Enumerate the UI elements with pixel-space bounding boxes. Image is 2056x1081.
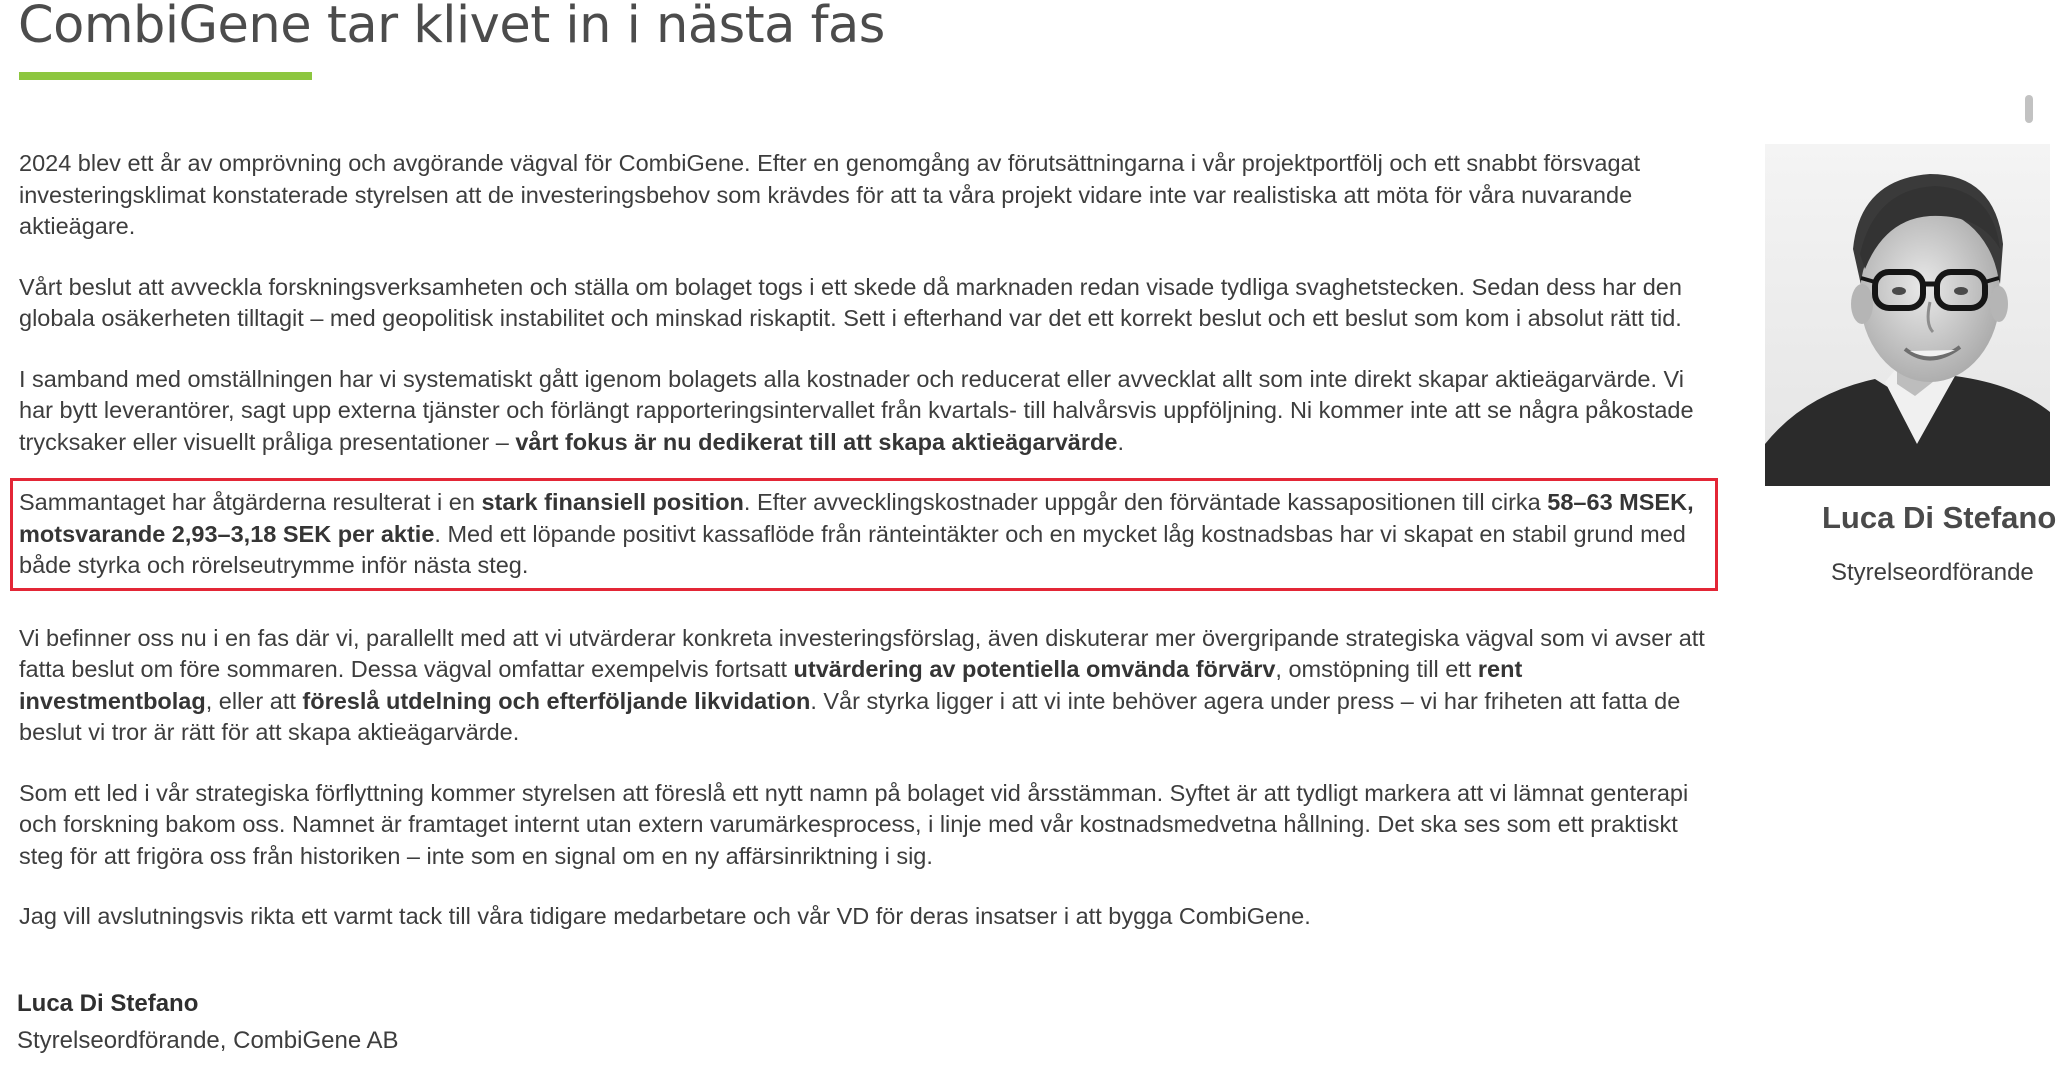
scrollbar[interactable] <box>2023 0 2035 1081</box>
signature-name: Luca Di Stefano <box>17 990 199 1017</box>
emphasis: rent investmentbolag <box>19 656 1523 714</box>
signature-role: Styrelseordförande, CombiGene AB <box>17 1027 399 1054</box>
page-title: CombiGene tar klivet in i nästa fas <box>18 0 885 55</box>
scrollbar-thumb[interactable] <box>2025 95 2033 123</box>
article-body <box>19 148 1709 962</box>
portrait-photo-icon <box>1765 144 2050 486</box>
profile-role: Styrelseordförande <box>1831 559 2034 586</box>
profile-card <box>1765 144 2056 604</box>
emphasis: utvärdering av potentiella omvända förvärv <box>793 656 1276 682</box>
paragraph-1: 2024 blev ett år av omprövning och avgörande vägval för CombiGene. Efter en genomgång av förutsättningarna i vår projektportfölj och ett snabbt försvagat investeringsklimat konstaterade styrelsen att de investeringsbehov som krävdes för att ta våra projekt vidare inte var realistiska att möta för våra nuvarande aktieägare. <box>19 150 1641 239</box>
emphasis: föreslå utdelning och efterföljande likvidation <box>302 687 811 714</box>
profile-name: Luca Di Stefano <box>1822 500 2056 535</box>
paragraph-2: Vårt beslut att avveckla forskningsverksamheten och ställa om bolaget togs i ett skede då marknaden redan visade tydliga svaghetstecken. Sedan dess har den globala osäkerheten tilltagit – med geopolitisk instabilitet och minskad riskaptit. Sett i efterhand var det ett korrekt beslut och ett beslut som kom i absolut rätt tid. <box>19 273 1682 331</box>
paragraph-5: Vi befinner oss nu i en fas där vi, parallellt med att vi utvärderar konkreta investeringsförslag, även diskuterar mer övergripande strategiska vägval som vi avser att fatta beslut om före sommaren. Dessa vägval omfattar exempelvis fortsatt utvärdering av potentiella omvända förvärv, omstöpning till ett rent investmentbolag, eller att föreslå utdelning och efterföljande likvidation. Vår styrka ligger i att vi inte behöver agera under press – vi har friheten att fatta de beslut vi tror är rätt för att skapa aktieägarvärde. <box>19 624 1705 745</box>
emphasis: 58–63 MSEK, motsvarande 2,93–3,18 SEK per aktie <box>19 489 1694 547</box>
paragraph-7: Jag vill avslutningsvis rikta ett varmt tack till våra tidigare medarbetare och vår VD för deras insatser i att bygga CombiGene. <box>19 903 1311 929</box>
paragraph-6: Som ett led i vår strategiska förflyttning kommer styrelsen att föreslå ett nytt namn på bolaget vid årsstämman. Syftet är att tydligt markera att vi lämnat genterapi och forskning bakom oss. Namnet är framtaget internt utan extern varumärkesprocess, i linje med vår kostnadsmedvetna hållning. Det ska ses som ett praktiskt steg för att frigöra oss från historiken – inte som en signal om en ny affärsinriktning i sig. <box>19 779 1689 869</box>
paragraph-3: I samband med omställningen har vi systematiskt gått igenom bolagets alla kostnader och reducerat eller avvecklat allt som inte direkt skapar aktieägarvärde. Vi har bytt leverantörer, sagt upp externa tjänster och förlängt rapporteringsintervallet från kvartals- till halvårsvis uppföljning. Ni kommer inte att se några påkostade trycksaker eller visuellt pråliga presentationer – vårt fokus är nu dedikerat till att skapa aktieägarvärde. <box>19 365 1694 455</box>
highlighted-paragraph: Sammantaget har åtgärderna resulterat i en stark finansiell position. Efter avvecklingskostnader uppgår den förväntade kassapositionen till cirka 58–63 MSEK, motsvarande 2,93–3,18 SEK per aktie. Med ett löpande positivt kassaflöde från ränteintäkter och en mycket låg kostnadsbas har vi skapat en stabil grund med både styrka och rörelseutrymme inför nästa steg. <box>19 487 1709 582</box>
signature-block <box>17 985 399 1059</box>
emphasis: stark finansiell position <box>481 489 744 515</box>
title-underline <box>19 72 312 80</box>
emphasis: vårt fokus är nu dedikerat till att skapa aktieägarvärde <box>515 428 1118 455</box>
